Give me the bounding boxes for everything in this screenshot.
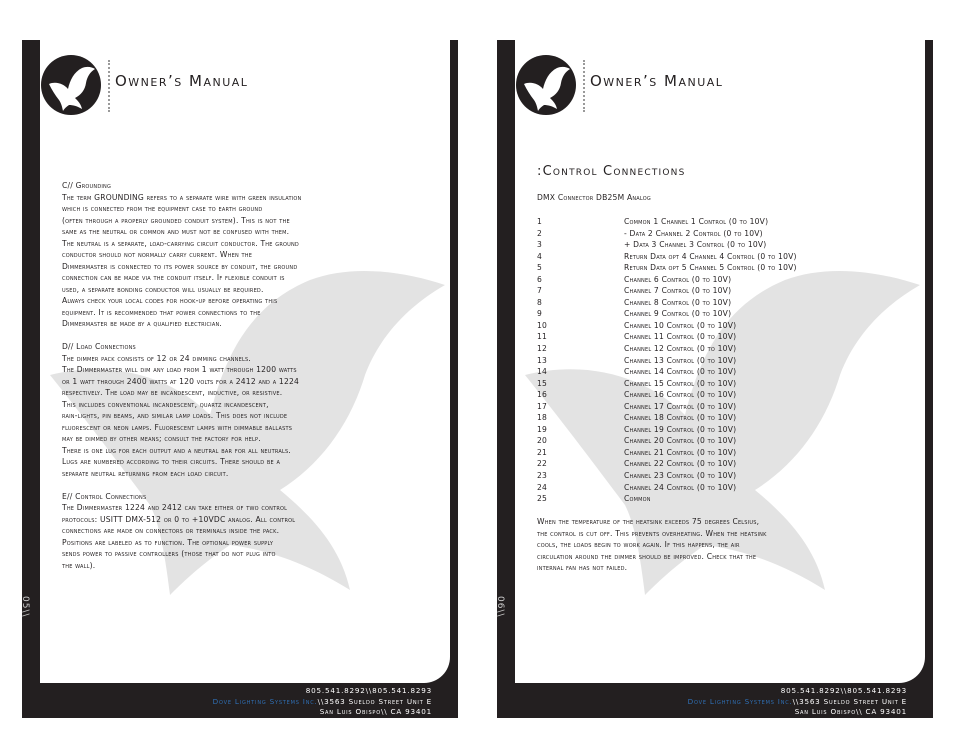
table-row [537,401,917,413]
table-row [537,262,917,274]
pin-function: Channel 12 Control (0 to 10V) [624,344,737,354]
footer-street: \\3563 Sueldo Street Unit E [317,696,432,706]
pin-function: Channel 6 Control (0 to 10V) [624,274,732,284]
table-row [537,366,917,378]
table-row [537,412,917,424]
dove-logo-icon [40,54,102,116]
left-page-content-area [40,40,450,683]
text-line: connections are made on connectors or terminals inside the pack. [62,526,280,535]
pin-number: 23 [537,471,548,481]
text-line: Always check your local codes for hook-up before operating this [62,296,278,305]
text-line: equipment. It is recommended that power connections to the [62,307,261,317]
pin-number: 22 [537,459,548,469]
pin-number: 10 [537,320,548,330]
table-row [537,482,917,494]
text-line: the wall). [62,560,96,570]
text-line: fluorescent or neon lamps. Fluorescent lamps with dimmable ballasts [62,422,293,432]
footer-phone: 805.541.8292\\805.541.8293 [305,686,432,695]
table-row [537,447,917,459]
footer [213,686,432,718]
footer-company: Dove Lighting Systems Inc. [212,696,318,706]
pin-function: Return Data opt 4 Channel 4 Control (0 to 10V) [624,251,797,261]
text-line: the control is cut off. This prevents overheating. When the heatsink [537,528,767,538]
table-row [537,355,917,367]
section-heading: D// Load Connections [62,342,136,351]
footer-company: Dove Lighting Systems Inc. [687,696,793,706]
heatsink-note [537,516,917,574]
text-line: separate neutral returning from each load circuit. [62,468,229,478]
text-line: internal fan has not failed. [537,563,628,572]
footer-address-line [688,697,907,708]
text-line: which is connected from the equipment case to earth ground [62,204,263,213]
pin-number: 15 [537,378,548,388]
pin-function: Channel 10 Control (0 to 10V) [624,320,737,330]
text-line: The Dimmermaster 1224 and 2412 can take either of two control [62,503,288,512]
footer [688,686,907,718]
pin-function: Channel 14 Control (0 to 10V) [624,367,737,377]
pin-function: Channel 8 Control (0 to 10V) [624,297,732,307]
section-heading: C// Grounding [62,181,112,190]
text-line: protocols: USITT DMX-512 or 0 to +10VDC analog. All control [62,514,296,524]
page-title: Owner’s Manual [115,72,249,90]
pin-function: Channel 21 Control (0 to 10V) [624,447,737,457]
text-line: Dimmermaster be made by a qualified electrician. [62,319,223,328]
table-row [537,216,917,228]
table-row [537,331,917,343]
pin-number: 1 [537,217,543,226]
footer-address-line [213,697,432,708]
pin-number: 14 [537,367,548,377]
table-row [537,308,917,320]
pin-function: Return Data opt 5 Channel 5 Control (0 to 10V) [624,263,797,273]
section-heading: E// Control Connections [62,491,147,501]
table-row [537,435,917,447]
text-line: Positions are labeled as to function. The optional power supply [62,537,274,547]
pin-number: 13 [537,355,548,365]
pin-function: Channel 13 Control (0 to 10V) [624,355,737,365]
pin-number: 7 [537,286,543,296]
pin-function: + Data 3 Channel 3 Control (0 to 10V) [624,240,767,250]
connector-label: DMX Connector DB25M Analog [537,193,651,202]
text-line: The Dimmermaster will dim any load from 1 watt through 1200 watts [62,365,297,374]
table-row [537,470,917,482]
text-line: The neutral is a separate, load-carrying circuit conductor. The ground [62,238,299,248]
text-line: Lugs are numbered according to their circuits. There should be a [62,457,281,466]
pin-function: - Data 2 Channel 2 Control (0 to 10V) [624,228,763,238]
text-line: same as the neutral or common and must not be confused with them. [62,227,290,236]
text-line: used, a separate bonding conductor will usually be required. [62,284,264,294]
footer-city: San Luis Obispo\\ CA 93401 [319,707,432,716]
text-line: There is one lug for each output and a neutral bar for all neutrals. [62,445,291,455]
table-row [537,389,917,401]
text-line: circulation around the dimmer should be improved. Check that the [537,551,757,561]
footer-phone: 805.541.8292\\805.541.8293 [780,686,907,695]
pin-function: Channel 9 Control (0 to 10V) [624,309,732,319]
left-page [22,40,458,718]
dove-logo-icon [515,54,577,116]
pin-number: 3 [537,240,543,250]
pin-function: Channel 23 Control (0 to 10V) [624,471,737,481]
section-title: :Control Connections [537,164,686,179]
text-line: respectively. The load may be incandescent, inductive, or resistive. [62,388,283,397]
pin-number: 4 [537,251,543,261]
pin-number: 6 [537,274,543,284]
table-row [537,424,917,436]
table-row [537,458,917,470]
right-page [497,40,933,718]
table-row [537,297,917,309]
pin-function: Channel 20 Control (0 to 10V) [624,436,737,446]
pin-number: 20 [537,436,548,446]
footer-city: San Luis Obispo\\ CA 93401 [794,707,907,716]
pin-number: 17 [537,401,548,411]
pin-function: Channel 17 Control (0 to 10V) [624,401,737,411]
page-number: 05\\ [20,596,30,618]
table-row [537,343,917,355]
table-row [537,285,917,297]
pin-number: 12 [537,344,548,354]
table-row [537,274,917,286]
pin-number: 19 [537,424,548,434]
pin-number: 11 [537,332,548,342]
pin-number: 2 [537,228,543,238]
header-divider [108,60,110,112]
text-line: sends power to passive controllers (those that do not plug into [62,549,276,558]
text-line: may be dimmed by other means; consult the factory for help. [62,434,261,443]
table-row [537,251,917,263]
table-row [537,493,917,505]
pin-number: 25 [537,494,548,504]
text-line: (often through a properly grounded conduit system). This is not the [62,215,290,225]
header-divider [583,60,585,112]
pin-function: Channel 15 Control (0 to 10V) [624,378,737,388]
pinout-table [537,216,917,505]
text-line: or 1 watt through 2400 watts at 120 volts for a 2412 and a 1224 [62,376,300,386]
text-line: connection can be made via the conduit itself. If flexible conduit is [62,273,285,282]
footer-street: \\3563 Sueldo Street Unit E [792,696,907,706]
pin-function: Channel 16 Control (0 to 10V) [624,390,737,400]
pin-number: 18 [537,413,548,423]
page-number: 06\\ [495,596,505,618]
text-line: The dimmer pack consists of 12 or 24 dimming channels. [62,353,251,363]
text-line: conductor should not normally carry current. When the [62,250,253,259]
pin-number: 16 [537,390,548,400]
text-line: This includes conventional incandescent, quartz incandescent, [62,399,269,409]
pin-function: Channel 19 Control (0 to 10V) [624,424,737,434]
text-line: rain-lights, pin beams, and similar lamp loads. This does not include [62,411,288,420]
pin-function: Channel 11 Control (0 to 10V) [624,332,737,342]
pin-number: 9 [537,309,543,319]
pin-function: Channel 18 Control (0 to 10V) [624,413,737,423]
table-row [537,228,917,240]
table-row [537,239,917,251]
pin-function: Channel 24 Control (0 to 10V) [624,482,737,492]
pin-number: 21 [537,447,548,457]
pin-function: Channel 22 Control (0 to 10V) [624,459,737,469]
page-title: Owner’s Manual [590,72,724,90]
right-page-content-area [515,40,925,683]
text-line: cools, the loads begin to work again. If this happens, the air [537,540,740,549]
pin-function: Common 1 Channel 1 Control (0 to 10V) [624,217,769,226]
pin-function: Channel 7 Control (0 to 10V) [624,286,732,296]
table-row [537,378,917,390]
text-line: The term GROUNDING refers to a separate wire with green insulation [62,192,302,202]
text-line: Dimmermaster is connected to its power source by conduit, the ground [62,261,298,271]
table-row [537,320,917,332]
pin-number: 8 [537,297,543,307]
text-line: When the temperature of the heatsink exceeds 75 degrees Celsius, [537,517,760,526]
pin-number: 24 [537,482,548,492]
left-body-text [62,180,447,571]
pin-function: Common [624,494,651,504]
pin-number: 5 [537,263,543,273]
